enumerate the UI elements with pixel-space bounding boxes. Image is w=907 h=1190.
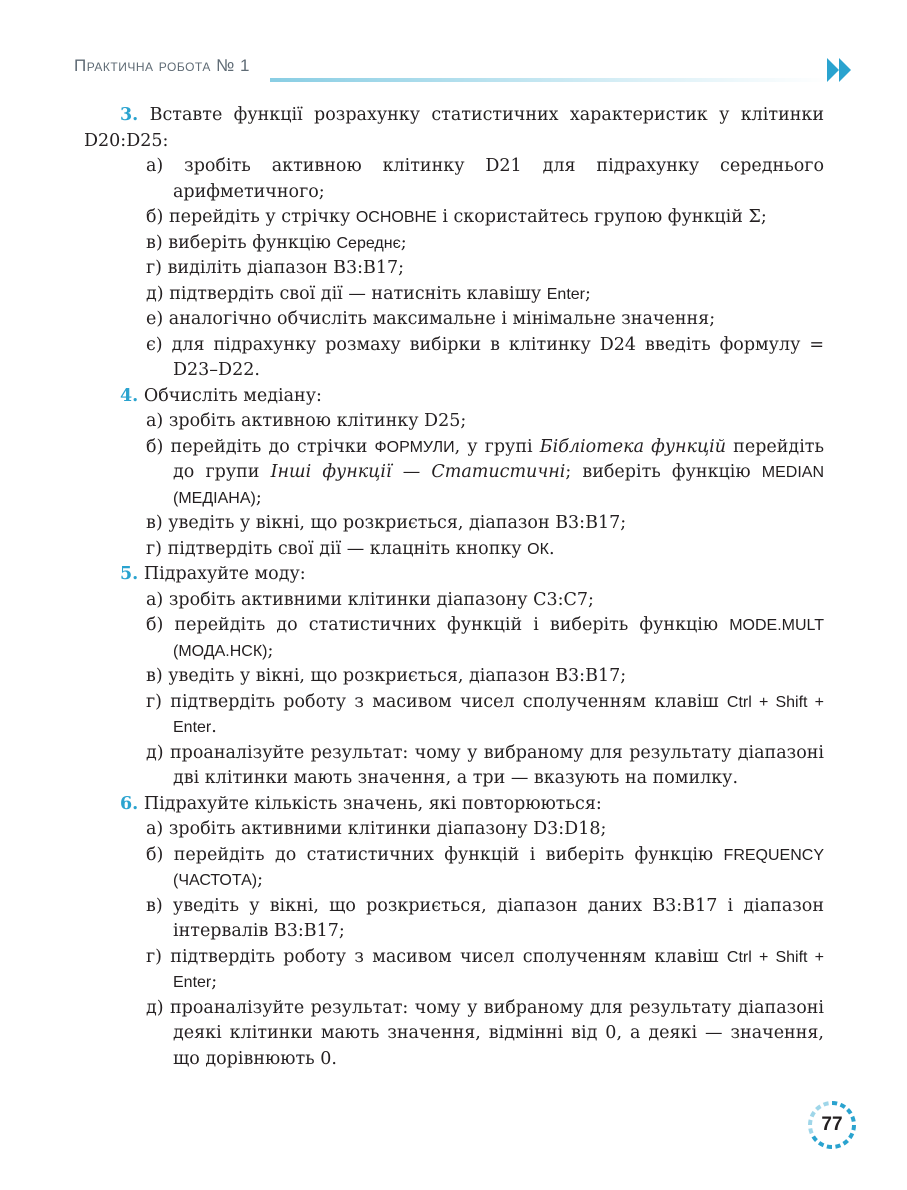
ui-term: MEDIAN (МЕДІАНА) (173, 464, 824, 507)
task-step (84, 945, 824, 996)
page-number: 77 (821, 1114, 843, 1135)
step-label: а) (146, 589, 164, 610)
step-text: перейдіть до стрічки (170, 436, 375, 457)
task-step (84, 409, 824, 435)
italic-term: Бібліотека функцій (539, 436, 727, 457)
task-step (84, 154, 824, 205)
step-text: підтвердіть роботу з масивом чисел сполученням клавіш (170, 946, 727, 967)
task-step (84, 307, 824, 333)
step-text: підтвердіть свої дії — натисніть клавішу (169, 283, 547, 304)
step-label: а) (146, 819, 164, 839)
double-chevron-right-icon (826, 56, 854, 88)
task-heading (84, 562, 824, 588)
step-label: б) (146, 436, 164, 457)
step-label: г) (146, 946, 162, 967)
ui-term: Ctrl + Shift + Enter (173, 948, 825, 991)
ui-term: ОК (527, 540, 549, 558)
step-label: г) (146, 538, 162, 559)
header-title: Практична робота № 1 (74, 56, 250, 75)
task-step (84, 435, 824, 512)
step-text: зробіть активною клітинку D21 для підрахунку середнього арифметичного; (173, 156, 824, 202)
task-step (84, 333, 824, 384)
step-text: уведіть у вікні, що розкриється, діапазон даних B3:B17 і діапазон інтервалів B3:B17; (172, 895, 824, 941)
step-label: б) (146, 844, 164, 865)
step-text: перейдіть до статистичних функцій і виберіть функцію (174, 615, 730, 635)
running-header (74, 56, 250, 76)
step-text: виберіть функцію (168, 232, 337, 253)
ui-term: Середнє (336, 234, 401, 252)
step-label: д) (146, 997, 164, 1018)
step-label: в) (146, 513, 163, 533)
ui-term: Ctrl + Shift + Enter (173, 693, 825, 736)
step-label: д) (146, 742, 164, 763)
task-number: 4. (120, 385, 139, 406)
step-text: зробіть активними клітинки діапазону D3:D18; (168, 819, 607, 839)
step-text: перейдіть до групи (173, 436, 825, 482)
task-step (84, 588, 824, 614)
task-title: Вставте функції розрахунку статистичних характеристик у клітинки D20:D25: (84, 105, 824, 151)
step-text: ; (585, 283, 591, 304)
step-text: зробіть активними клітинки діапазону C3:C7; (168, 589, 594, 610)
task-step (84, 231, 824, 257)
italic-term: Інші функції — Статистичні (270, 462, 566, 482)
step-label: а) (146, 156, 164, 176)
task-number: 6. (120, 793, 139, 814)
step-text: ; (257, 870, 263, 890)
task-heading (84, 792, 824, 818)
task-step (84, 817, 824, 843)
step-text: для підрахунку розмаху вибірки в клітинку D24 введіть формулу = D23–D22. (171, 334, 824, 380)
task-step (84, 256, 824, 282)
step-text: перейдіть до статистичних функцій і виберіть функцію (173, 844, 724, 865)
task-step (84, 741, 824, 792)
step-label: в) (146, 666, 163, 686)
task-number: 5. (120, 564, 139, 584)
task-step (84, 690, 824, 741)
step-text: ; (255, 487, 262, 508)
ui-term: ОСНОВНЕ (355, 209, 437, 226)
step-text: уведіть у вікні, що розкриється, діапазон B3:B17; (168, 666, 627, 686)
step-text: зробіть активною клітинку D25; (168, 411, 467, 431)
step-text: аналогічно обчисліть максимальне і мінімальне значення; (168, 309, 716, 329)
ui-term: Enter (546, 285, 585, 303)
step-label: б) (146, 615, 164, 635)
header-rule (270, 78, 830, 82)
task-0 (84, 103, 824, 384)
task-step (84, 996, 824, 1073)
task-step (84, 282, 824, 308)
task-3 (84, 792, 824, 1073)
task-step (84, 205, 824, 231)
step-text: проаналізуйте результат: чому у вибраному для результату діапазоні дві клітинки мають значення, а три — вказують на помилку. (170, 742, 824, 788)
step-text: , у групі (454, 436, 540, 457)
step-label: є) (146, 334, 163, 355)
step-text: підтвердіть роботу з масивом чисел сполученням клавіш (170, 691, 727, 712)
task-heading (84, 384, 824, 410)
step-text: ; (211, 972, 218, 992)
ui-term: MODE.MULT (МОДА.НСК) (173, 617, 824, 660)
task-heading (84, 103, 824, 154)
exercise-content (84, 103, 824, 1072)
task-number: 3. (120, 105, 139, 125)
step-label: б) (146, 207, 164, 227)
task-step (84, 664, 824, 690)
step-label: г) (146, 258, 162, 278)
step-label: г) (146, 691, 162, 712)
task-title: Підрахуйте моду: (143, 564, 306, 584)
task-step (84, 894, 824, 945)
step-label: е) (146, 309, 164, 329)
step-text: ; (267, 640, 274, 661)
ui-term: FREQUENCY (ЧАСТОТА) (173, 846, 824, 889)
step-label: а) (146, 411, 164, 431)
step-text: проаналізуйте результат: чому у вибраному для результату діапазоні деякі клітинки мають значення, відмінні від 0, а деякі — значення, що дорівнюють 0. (170, 997, 824, 1069)
task-step (84, 511, 824, 537)
step-text: . (211, 717, 217, 737)
step-text: ; (400, 232, 407, 253)
task-2 (84, 562, 824, 792)
step-text: . (548, 538, 555, 559)
task-title: Обчисліть медіану: (143, 385, 322, 406)
step-text: виділіть діапазон B3:B17; (167, 258, 405, 278)
step-text: перейдіть у стрічку (168, 207, 356, 227)
step-text: і скористайтесь групою функцій Σ; (436, 207, 767, 227)
step-label: д) (146, 283, 164, 304)
step-label: в) (146, 232, 163, 253)
task-step (84, 843, 824, 894)
task-1 (84, 384, 824, 563)
step-text: ; виберіть функцію (565, 462, 762, 482)
page-number-badge (806, 1099, 858, 1151)
step-text: уведіть у вікні, що розкриється, діапазон B3:B17; (168, 513, 627, 533)
ui-term: ФОРМУЛИ (374, 438, 455, 456)
step-text: підтвердіть свої дії — клацніть кнопку (167, 538, 528, 559)
step-label: в) (146, 895, 163, 916)
task-step (84, 613, 824, 664)
task-title: Підрахуйте кількість значень, які повторюються: (143, 793, 602, 814)
task-step (84, 537, 824, 563)
